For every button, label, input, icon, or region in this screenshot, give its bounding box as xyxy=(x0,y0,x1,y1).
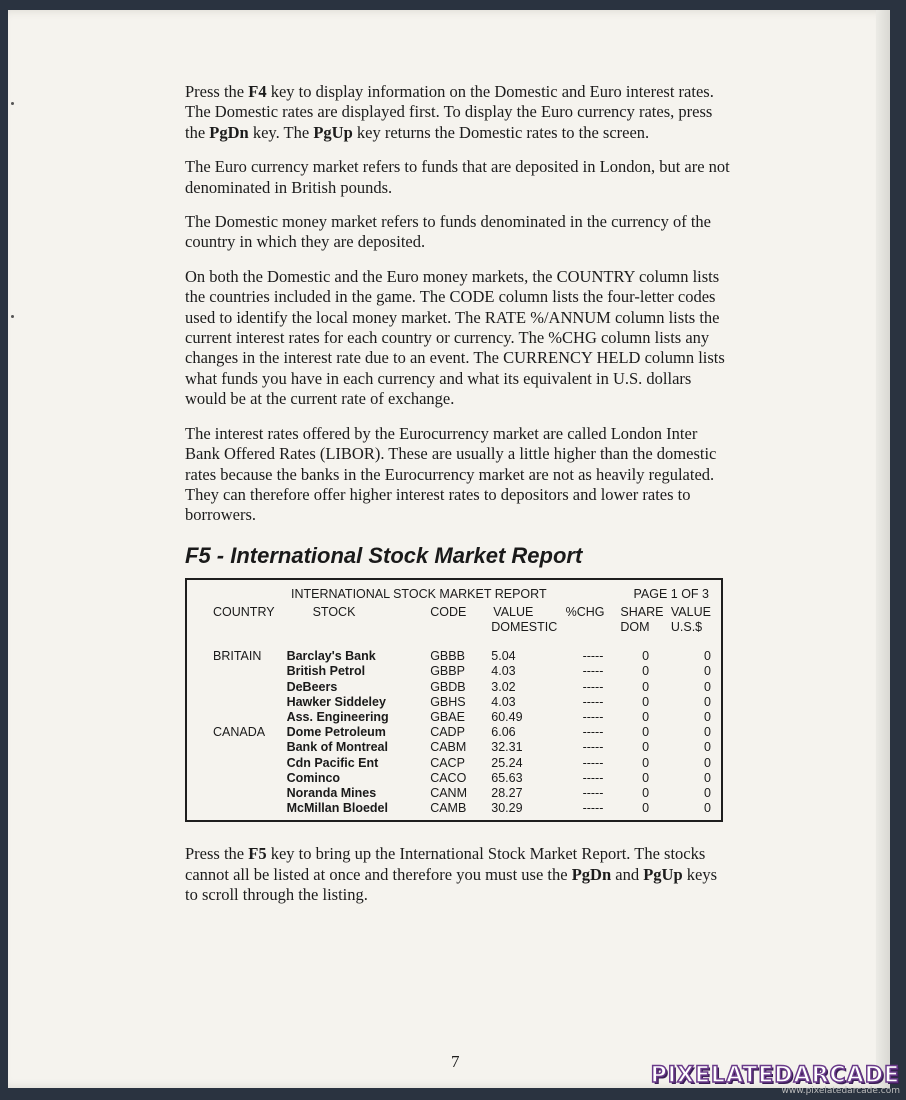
row-chg: ----- xyxy=(582,755,604,770)
table-row xyxy=(191,801,717,816)
report-page-indicator: PAGE 1 OF 3 xyxy=(633,587,709,602)
row-value-domestic: 65.63 xyxy=(491,770,523,785)
row-stock-code: CACO xyxy=(430,770,467,785)
closing-paragraph xyxy=(185,844,730,905)
text-run: and xyxy=(611,864,644,884)
col-chg: %CHG xyxy=(565,605,605,620)
row-share-dom: 0 xyxy=(642,664,650,679)
body-paragraph xyxy=(185,82,730,143)
body-paragraph xyxy=(185,424,730,526)
text-run: Press the xyxy=(185,82,249,101)
key-name: PgUp xyxy=(313,122,353,142)
watermark-url: www.pixelatedarcade.com xyxy=(781,1086,900,1096)
row-value-domestic: 30.29 xyxy=(491,801,523,816)
row-country xyxy=(191,680,287,695)
row-stock-code: CANM xyxy=(430,785,467,800)
row-value-us: 0 xyxy=(704,694,711,709)
body-paragraphs xyxy=(185,82,730,526)
row-value-us: 0 xyxy=(704,679,711,694)
report-header xyxy=(191,583,717,603)
table-header-row xyxy=(191,603,717,637)
row-value-domestic: 3.02 xyxy=(491,679,516,694)
key-name: PgDn xyxy=(209,122,249,142)
table-row xyxy=(191,664,717,679)
row-value-domestic: 6.06 xyxy=(491,725,516,740)
key-name: F5 xyxy=(248,844,267,864)
row-share-dom: 0 xyxy=(642,755,650,770)
row-chg: ----- xyxy=(582,785,604,800)
row-chg: ----- xyxy=(582,679,604,694)
body-paragraph xyxy=(185,212,730,253)
text-run: key. The xyxy=(248,122,314,142)
key-name: F4 xyxy=(248,82,267,101)
row-value-us: 0 xyxy=(704,664,711,679)
text-run: key returns the Domestic rates to the screen. xyxy=(352,122,650,142)
row-country xyxy=(191,664,287,679)
row-chg: ----- xyxy=(582,709,604,724)
binding-hole xyxy=(11,102,14,105)
row-value-us: 0 xyxy=(704,709,711,724)
row-value-domestic: 25.24 xyxy=(491,755,523,770)
row-value-domestic: 5.04 xyxy=(491,649,516,664)
watermark xyxy=(651,1063,900,1096)
row-stock-name: Ass. Engineering xyxy=(286,709,389,724)
text-run: key to display information on the Domestic and Euro interest rates. The Domestic rates are displayed first. To display the Euro currency rates, press the xyxy=(185,82,714,142)
stock-table xyxy=(191,603,717,816)
manual-page xyxy=(8,10,890,1088)
row-chg: ----- xyxy=(582,664,604,679)
report-title: INTERNATIONAL STOCK MARKET REPORT xyxy=(291,587,547,602)
row-share-dom: 0 xyxy=(642,785,650,800)
row-country xyxy=(191,756,287,771)
row-stock-name: DeBeers xyxy=(286,679,338,694)
text-run: key to bring up the International Stock Market Report. The stocks cannot all be listed at once and therefore you must use the xyxy=(185,844,706,884)
row-share-dom: 0 xyxy=(642,679,650,694)
stock-rows xyxy=(191,649,717,816)
text-run: The Euro currency market refers to funds that are deposited in London, but are not denominated in British pounds. xyxy=(185,157,730,197)
section-title: F5 - International Stock Market Report xyxy=(185,542,583,568)
page-content xyxy=(185,82,730,906)
binding-hole xyxy=(11,315,14,318)
body-paragraph xyxy=(185,157,730,198)
table-row xyxy=(191,710,717,725)
row-stock-code: GBDB xyxy=(430,679,466,694)
page-number: 7 xyxy=(451,1052,460,1071)
row-stock-code: GBHS xyxy=(430,694,466,709)
row-country xyxy=(191,801,287,816)
col-code: CODE xyxy=(430,605,467,620)
row-country xyxy=(191,740,287,755)
row-stock-name: Barclay's Bank xyxy=(286,649,376,664)
row-stock-name: Cdn Pacific Ent xyxy=(286,755,379,770)
header-spacer xyxy=(191,637,717,649)
text-run: On both the Domestic and the Euro money markets, the COUNTRY column lists the countries included in the game. The CODE column lists the four-letter codes used to identify the local money market. The RATE %/ANNUM column lists the current interest rates for each country or currency. The %CHG column lists any changes in the interest rate due to an event. The CURRENCY HELD column lists what funds you have in each currency and what its equivalent in U.S. dollars would be at the current rate of exchange. xyxy=(185,266,725,409)
row-value-us: 0 xyxy=(704,740,711,755)
table-row xyxy=(191,756,717,771)
row-stock-code: GBAE xyxy=(430,709,465,724)
col-share-sub: DOM xyxy=(620,620,650,635)
text-run: keys to scroll through the listing. xyxy=(185,864,717,905)
row-country xyxy=(191,695,287,710)
row-stock-name: British Petrol xyxy=(286,664,366,679)
text-run: Press the xyxy=(185,844,249,864)
row-value-us: 0 xyxy=(704,725,711,740)
table-row xyxy=(191,649,717,664)
row-country xyxy=(191,710,287,725)
row-stock-code: CACP xyxy=(430,755,465,770)
table-row xyxy=(191,740,717,755)
row-country xyxy=(191,771,287,786)
page-edge xyxy=(876,10,890,1088)
row-chg: ----- xyxy=(582,770,604,785)
col-value-sub: DOMESTIC xyxy=(491,620,558,635)
row-value-domestic: 32.31 xyxy=(491,740,523,755)
row-value-us: 0 xyxy=(704,770,711,785)
col-stock: STOCK xyxy=(312,605,356,620)
row-share-dom: 0 xyxy=(642,801,650,816)
row-stock-name: Dome Petroleum xyxy=(286,725,386,740)
table-row xyxy=(191,771,717,786)
row-value-domestic: 60.49 xyxy=(491,709,523,724)
col-share-label: SHARE xyxy=(620,605,664,620)
row-chg: ----- xyxy=(582,740,604,755)
row-stock-code: CAMB xyxy=(430,801,467,816)
col-share-dom xyxy=(620,603,671,637)
table-row xyxy=(191,680,717,695)
row-stock-code: GBBP xyxy=(430,664,465,679)
row-chg: ----- xyxy=(582,725,604,740)
table-row xyxy=(191,725,717,740)
row-country: CANADA xyxy=(213,725,266,740)
row-stock-code: CABM xyxy=(430,740,467,755)
row-stock-code: GBBB xyxy=(430,649,465,664)
table-row xyxy=(191,695,717,710)
row-share-dom: 0 xyxy=(642,725,650,740)
row-share-dom: 0 xyxy=(642,740,650,755)
col-value-label: VALUE xyxy=(493,605,534,620)
text-run: The Domestic money market refers to funds denominated in the currency of the country in which they are deposited. xyxy=(185,212,711,252)
row-stock-code: CADP xyxy=(430,725,465,740)
col-value-us xyxy=(671,603,717,637)
row-country: BRITAIN xyxy=(213,649,262,664)
row-share-dom: 0 xyxy=(642,649,650,664)
row-value-us: 0 xyxy=(704,649,711,664)
row-share-dom: 0 xyxy=(642,770,650,785)
table-row xyxy=(191,786,717,801)
row-share-dom: 0 xyxy=(642,694,650,709)
row-value-us: 0 xyxy=(704,755,711,770)
row-value-us: 0 xyxy=(704,801,711,816)
key-name: PgUp xyxy=(643,864,683,884)
key-name: PgDn xyxy=(571,864,612,884)
watermark-logo: PIXELATEDARCADE xyxy=(650,1063,900,1088)
row-value-domestic: 4.03 xyxy=(491,694,516,709)
text-run: The interest rates offered by the Eurocurrency market are called London Inter Bank Offered Rates (LIBOR). These are usually a little higher than the domestic rates because the banks in the Eurocurrency market are not as heavily regulated. They can therefore offer higher interest rates to depositors and lower rates to borrowers. xyxy=(185,423,717,525)
row-country xyxy=(191,786,287,801)
col-value-domestic xyxy=(491,603,565,637)
stock-market-report xyxy=(185,578,723,822)
row-stock-name: Hawker Siddeley xyxy=(286,694,386,709)
row-stock-name: Bank of Montreal xyxy=(286,740,388,755)
col-value-us-label: VALUE xyxy=(670,605,711,620)
row-share-dom: 0 xyxy=(642,709,650,724)
row-value-domestic: 4.03 xyxy=(491,664,516,679)
col-country: COUNTRY xyxy=(213,605,275,620)
body-paragraph xyxy=(185,267,730,410)
row-chg: ----- xyxy=(582,801,604,816)
col-value-us-sub: U.S.$ xyxy=(670,620,703,635)
row-chg: ----- xyxy=(582,649,604,664)
row-chg: ----- xyxy=(582,694,604,709)
row-stock-name: Noranda Mines xyxy=(286,785,377,800)
row-value-us: 0 xyxy=(704,785,711,800)
row-stock-name: Cominco xyxy=(286,770,341,785)
row-stock-name: McMillan Bloedel xyxy=(286,801,388,816)
row-value-domestic: 28.27 xyxy=(491,785,523,800)
